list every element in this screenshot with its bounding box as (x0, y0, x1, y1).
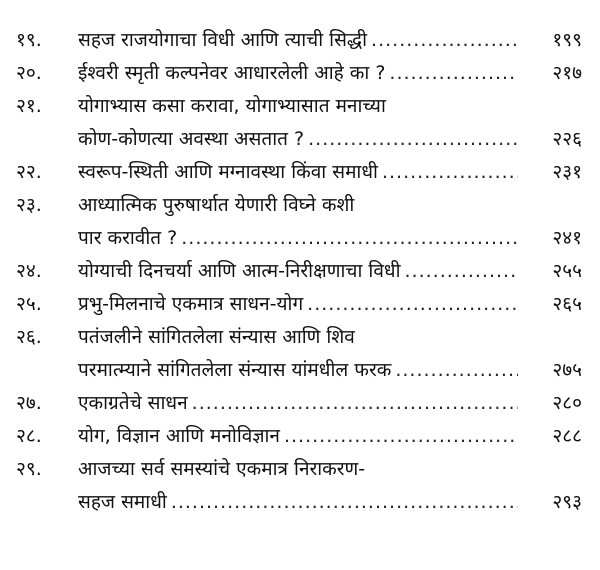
toc-line (0, 156, 600, 189)
chapter-title: पार करावीत ? (78, 227, 178, 249)
dot-leader (405, 255, 519, 288)
page-number: २८० (552, 392, 582, 414)
dot-leader (371, 24, 518, 57)
chapter-number: २३. (16, 194, 42, 216)
page-number: २५५ (552, 260, 582, 282)
toc-entry (0, 288, 600, 321)
toc-entry (0, 453, 600, 519)
chapter-number: २८. (16, 425, 42, 447)
toc-line (0, 90, 600, 123)
toc-line (0, 420, 600, 453)
toc-entry (0, 255, 600, 288)
toc-line (0, 288, 600, 321)
chapter-number: २२. (16, 161, 42, 183)
chapter-number: २५. (16, 293, 42, 315)
page-number: २६५ (552, 293, 582, 315)
page-number: २९३ (552, 491, 582, 513)
page-number: २२६ (552, 128, 582, 150)
page-number: २३१ (552, 161, 582, 183)
chapter-title: कोण-कोणत्या अवस्था असतात ? (78, 128, 305, 150)
dot-leader (389, 57, 518, 90)
dot-leader (382, 156, 518, 189)
toc-line (0, 387, 600, 420)
toc-line (0, 24, 600, 57)
page-number: २८८ (552, 425, 582, 447)
chapter-title: पतंजलीने सांगितलेला संन्यास आणि शिव (78, 326, 355, 348)
toc-line (0, 189, 600, 222)
chapter-number: २९. (16, 458, 42, 480)
toc-line (0, 354, 600, 387)
dot-leader (307, 288, 518, 321)
chapter-title: परमात्म्याने सांगितलेला संन्यास यांमधील फरक (78, 359, 392, 381)
toc-entry (0, 24, 600, 57)
toc-entry (0, 321, 600, 387)
dot-leader (181, 222, 518, 255)
page-number: १९९ (552, 29, 582, 51)
dot-leader (171, 486, 518, 519)
chapter-title: स्वरूप-स्थिती आणि मग्नावस्था किंवा समाधी (78, 161, 378, 183)
chapter-title: योग, विज्ञान आणि मनोविज्ञान (78, 425, 280, 447)
dot-leader (308, 123, 518, 156)
toc-line (0, 453, 600, 486)
chapter-number: २७. (16, 392, 42, 414)
chapter-number: २०. (16, 62, 42, 84)
toc-entry (0, 90, 600, 156)
chapter-title: ईश्वरी स्मृती कल्पनेवर आधारलेली आहे का ? (78, 62, 386, 84)
page-number: २४१ (552, 227, 582, 249)
chapter-title: सहज समाधी (78, 491, 167, 513)
chapter-title: आजच्या सर्व समस्यांचे एकमात्र निराकरण- (78, 458, 366, 480)
toc-line (0, 123, 600, 156)
toc-line (0, 486, 600, 519)
toc-line (0, 222, 600, 255)
chapter-title: प्रभु-मिलनाचे एकमात्र साधन-योग (78, 293, 304, 315)
page-number: २७५ (552, 359, 582, 381)
toc-line (0, 255, 600, 288)
chapter-number: २१. (16, 95, 42, 117)
toc-line (0, 57, 600, 90)
toc-entry (0, 420, 600, 453)
chapter-title: एकाग्रतेचे साधन (78, 392, 188, 414)
dot-leader (192, 387, 518, 420)
toc-entry (0, 387, 600, 420)
chapter-title: आध्यात्मिक पुरुषार्थात येणारी विघ्ने कशी (78, 194, 355, 216)
toc-entry (0, 156, 600, 189)
chapter-number: १९. (16, 29, 42, 51)
toc-line (0, 321, 600, 354)
chapter-title: योगाभ्यास कसा करावा, योगाभ्यासात मनाच्या (78, 95, 386, 117)
page-number: २१७ (552, 62, 582, 84)
dot-leader (284, 420, 518, 453)
chapter-number: २६. (16, 326, 42, 348)
toc-entry (0, 57, 600, 90)
chapter-number: २४. (16, 260, 42, 282)
toc-entry (0, 189, 600, 255)
chapter-title: सहज राजयोगाचा विधी आणि त्याची सिद्धी (78, 29, 368, 51)
dot-leader (395, 354, 518, 387)
chapter-title: योग्याची दिनचर्या आणि आत्म-निरीक्षणाचा विधी (78, 260, 401, 282)
